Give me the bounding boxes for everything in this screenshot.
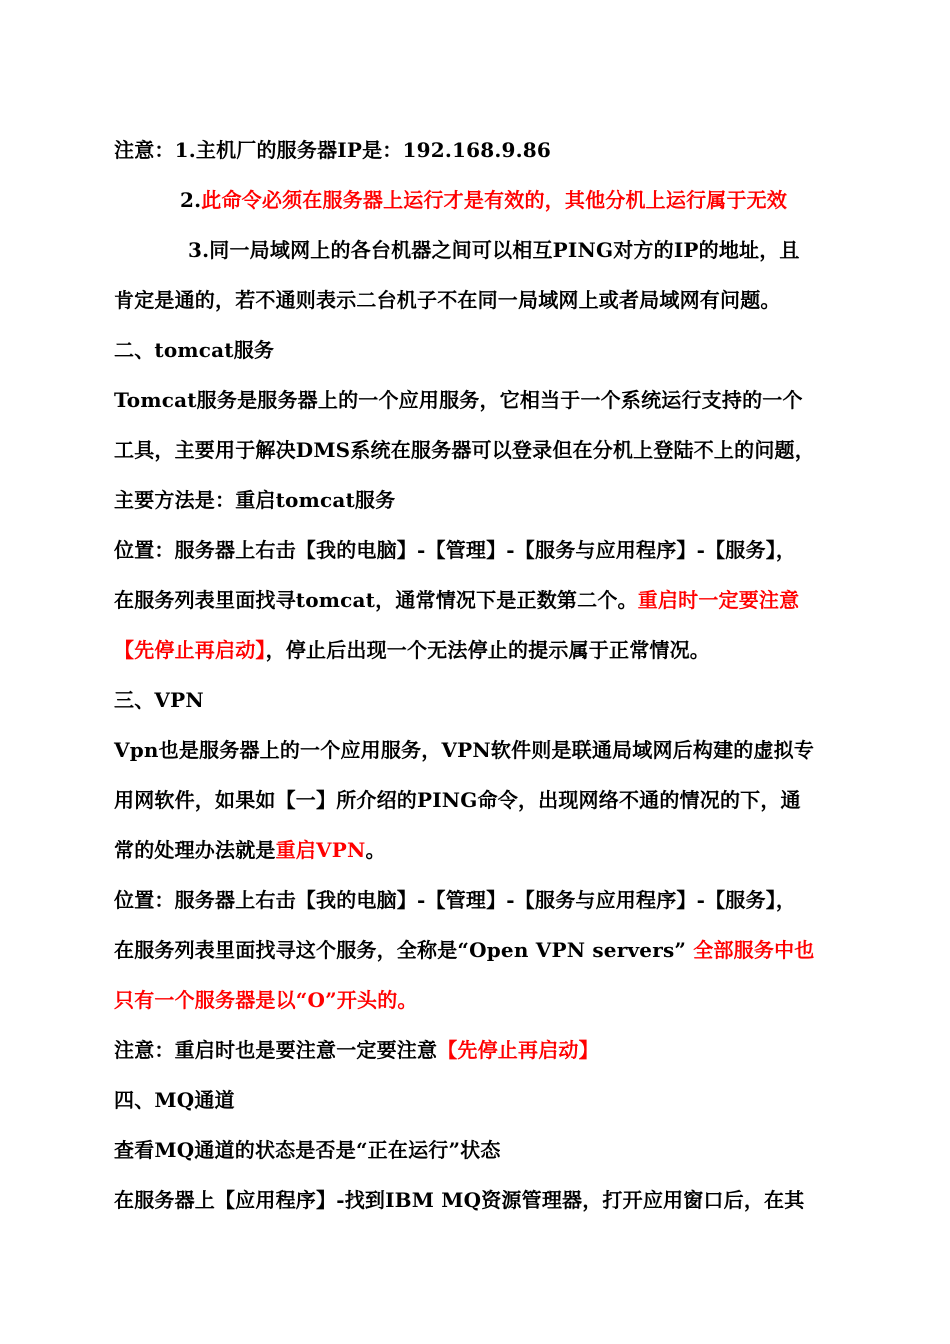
text-segment: 肯定是通的，若不通则表示二台机子不在同一局域网上或者局域网有问题。 xyxy=(114,288,781,312)
paragraph-line xyxy=(114,1136,874,1164)
paragraph-line xyxy=(114,436,874,464)
text-segment: 查看MQ通道的状态是否是“正在运行”状态 xyxy=(114,1138,501,1162)
emphasis-text: 只有一个服务器是以“O”开头的。 xyxy=(114,988,418,1012)
paragraph-line xyxy=(114,786,874,814)
text-segment: 。 xyxy=(365,838,386,862)
text-segment: 主要方法是：重启tomcat服务 xyxy=(114,488,396,512)
text-segment: 在服务列表里面找寻这个服务，全称是“Open VPN servers” xyxy=(114,938,694,962)
emphasis-text: 重启VPN xyxy=(275,838,366,862)
paragraph-line xyxy=(114,286,874,314)
text-segment: 用网软件，如果如【一】所介绍的PING命令，出现网络不通的情况的下，通 xyxy=(114,788,801,812)
paragraph-line xyxy=(114,936,874,964)
text-segment: 常的处理办法就是 xyxy=(114,838,276,862)
section-heading-mq xyxy=(114,1086,874,1114)
text-segment: 注意：1.主机厂的服务器IP是：192.168.9.86 xyxy=(114,138,552,162)
text-segment: 工具，主要用于解决DMS系统在服务器可以登录但在分机上登陆不上的问题， xyxy=(114,438,815,462)
paragraph-line xyxy=(114,736,874,764)
text-segment: ，停止后出现一个无法停止的提示属于正常情况。 xyxy=(265,638,711,662)
text-segment: 注意：重启时也是要注意一定要注意 xyxy=(114,1038,438,1062)
text-segment: 在服务列表里面找寻tomcat，通常情况下是正数第二个。 xyxy=(114,588,638,612)
text-segment: 位置：服务器上右击【我的电脑】-【管理】-【服务与应用程序】-【服务】， xyxy=(114,538,797,562)
emphasis-text: 此命令必须在服务器上运行才是有效的，其他分机上运行属于无效 xyxy=(201,188,788,212)
paragraph-line xyxy=(114,986,874,1014)
emphasis-text: 全部服务中也 xyxy=(693,938,815,962)
paragraph-line xyxy=(114,386,874,414)
text-segment: Tomcat服务是服务器上的一个应用服务，它相当于一个系统运行支持的一个 xyxy=(114,388,803,412)
emphasis-text: 【先停止再启动】 xyxy=(437,1038,599,1062)
text-segment: 二、tomcat服务 xyxy=(114,338,275,362)
emphasis-text: 【先停止再启动】 xyxy=(114,638,266,662)
text-segment: 三、VPN xyxy=(114,688,204,712)
text-segment: 在服务器上【应用程序】-找到IBM MQ资源管理器，打开应用窗口后，在其 xyxy=(114,1188,805,1212)
paragraph-line xyxy=(114,486,874,514)
text-segment: 四、MQ通道 xyxy=(114,1088,235,1112)
paragraph-line xyxy=(114,636,874,664)
emphasis-text: 重启时一定要注意 xyxy=(637,588,800,612)
paragraph-line xyxy=(114,586,874,614)
paragraph-line xyxy=(114,1186,874,1214)
paragraph-line xyxy=(114,536,874,564)
paragraph-line xyxy=(114,836,874,864)
paragraph-line xyxy=(114,886,874,914)
text-segment: Vpn也是服务器上的一个应用服务，VPN软件则是联通局域网后构建的虚拟专 xyxy=(114,738,815,762)
note-run-on-server xyxy=(180,186,940,214)
note-server-ip xyxy=(114,136,874,164)
text-segment: 位置：服务器上右击【我的电脑】-【管理】-【服务与应用程序】-【服务】， xyxy=(114,888,797,912)
section-heading-vpn xyxy=(114,686,874,714)
note-restart-vpn xyxy=(114,1036,874,1064)
text-segment: 3.同一局域网上的各台机器之间可以相互PING对方的IP的地址，且 xyxy=(188,238,800,262)
text-segment: 2. xyxy=(180,188,202,212)
section-heading-tomcat xyxy=(114,336,874,364)
note-ping-lan xyxy=(188,236,948,264)
